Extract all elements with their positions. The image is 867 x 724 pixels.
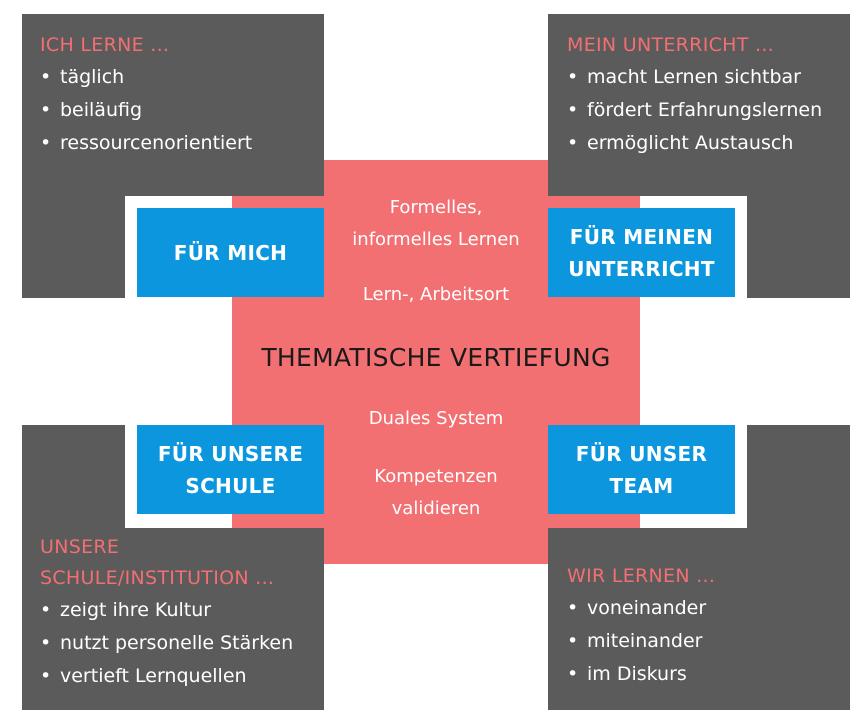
center-item-kompetenzen-line-2: validieren: [391, 498, 481, 519]
center-item-lernort: Lern-, Arbeitsort: [362, 284, 510, 305]
box-fuer-unser-team-line-1: FÜR UNSER: [575, 441, 708, 466]
top-right-content: [567, 30, 847, 160]
box-fuer-mich-line: FÜR MICH: [173, 240, 288, 265]
list-item: • beiläufig: [40, 94, 310, 127]
bottom-left-title-line-2: SCHULE/INSTITUTION ...: [40, 567, 275, 589]
center-item-formelles-line-1: Formelles,: [389, 197, 483, 218]
box-fuer-unser-team: [548, 425, 735, 514]
center-item-duales-system: Duales System: [368, 408, 504, 429]
bottom-right-list: [567, 592, 847, 691]
list-item: • zeigt ihre Kultur: [40, 594, 322, 627]
bottom-left-title-line-1: UNSERE: [40, 536, 120, 558]
center-item-kompetenzen: [324, 461, 548, 525]
box-fuer-meinen-unterricht-line-1: FÜR MEINEN: [569, 224, 714, 249]
bottom-right-panel-stem: [747, 425, 850, 528]
list-item: • täglich: [40, 61, 310, 94]
list-item: • ermöglicht Austausch: [567, 127, 847, 160]
list-item: • fördert Erfahrungslernen: [567, 94, 847, 127]
bottom-right-title: WIR LERNEN ...: [567, 565, 716, 587]
bottom-left-list: [40, 594, 322, 693]
box-fuer-meinen-unterricht-line-2: UNTERRICHT: [568, 256, 715, 281]
box-fuer-unsere-schule-line-2: SCHULE: [185, 473, 276, 498]
list-item: • macht Lernen sichtbar: [567, 61, 847, 94]
center-item-formelles-line-2: informelles Lernen: [352, 229, 520, 250]
list-item: • im Diskurs: [567, 658, 847, 691]
bottom-left-panel-stem: [22, 425, 125, 528]
list-item: • miteinander: [567, 625, 847, 658]
box-fuer-unsere-schule: [137, 425, 324, 514]
bottom-right-content: [567, 561, 847, 691]
top-left-title: ICH LERNE ...: [40, 34, 170, 56]
center-item-formelles: [324, 192, 548, 256]
box-fuer-mich: [137, 208, 324, 297]
top-right-list: [567, 61, 847, 160]
list-item: • vertieft Lernquellen: [40, 660, 322, 693]
top-left-content: [40, 30, 310, 160]
list-item: • voneinander: [567, 592, 847, 625]
box-fuer-meinen-unterricht: [548, 208, 735, 297]
bottom-left-content: [40, 532, 322, 693]
center-title: THEMATISCHE VERTIEFUNG: [261, 343, 611, 372]
list-item: • nutzt personelle Stärken: [40, 627, 322, 660]
box-fuer-unser-team-line-2: TEAM: [609, 473, 674, 498]
top-right-panel-stem: [747, 196, 850, 298]
top-left-panel-stem: [22, 196, 125, 298]
box-fuer-unsere-schule-line-1: FÜR UNSERE: [157, 441, 304, 466]
center-item-kompetenzen-line-1: Kompetenzen: [374, 466, 498, 487]
top-left-list: [40, 61, 310, 160]
top-right-title: MEIN UNTERRICHT ...: [567, 34, 775, 56]
list-item: • ressourcenorientiert: [40, 127, 310, 160]
